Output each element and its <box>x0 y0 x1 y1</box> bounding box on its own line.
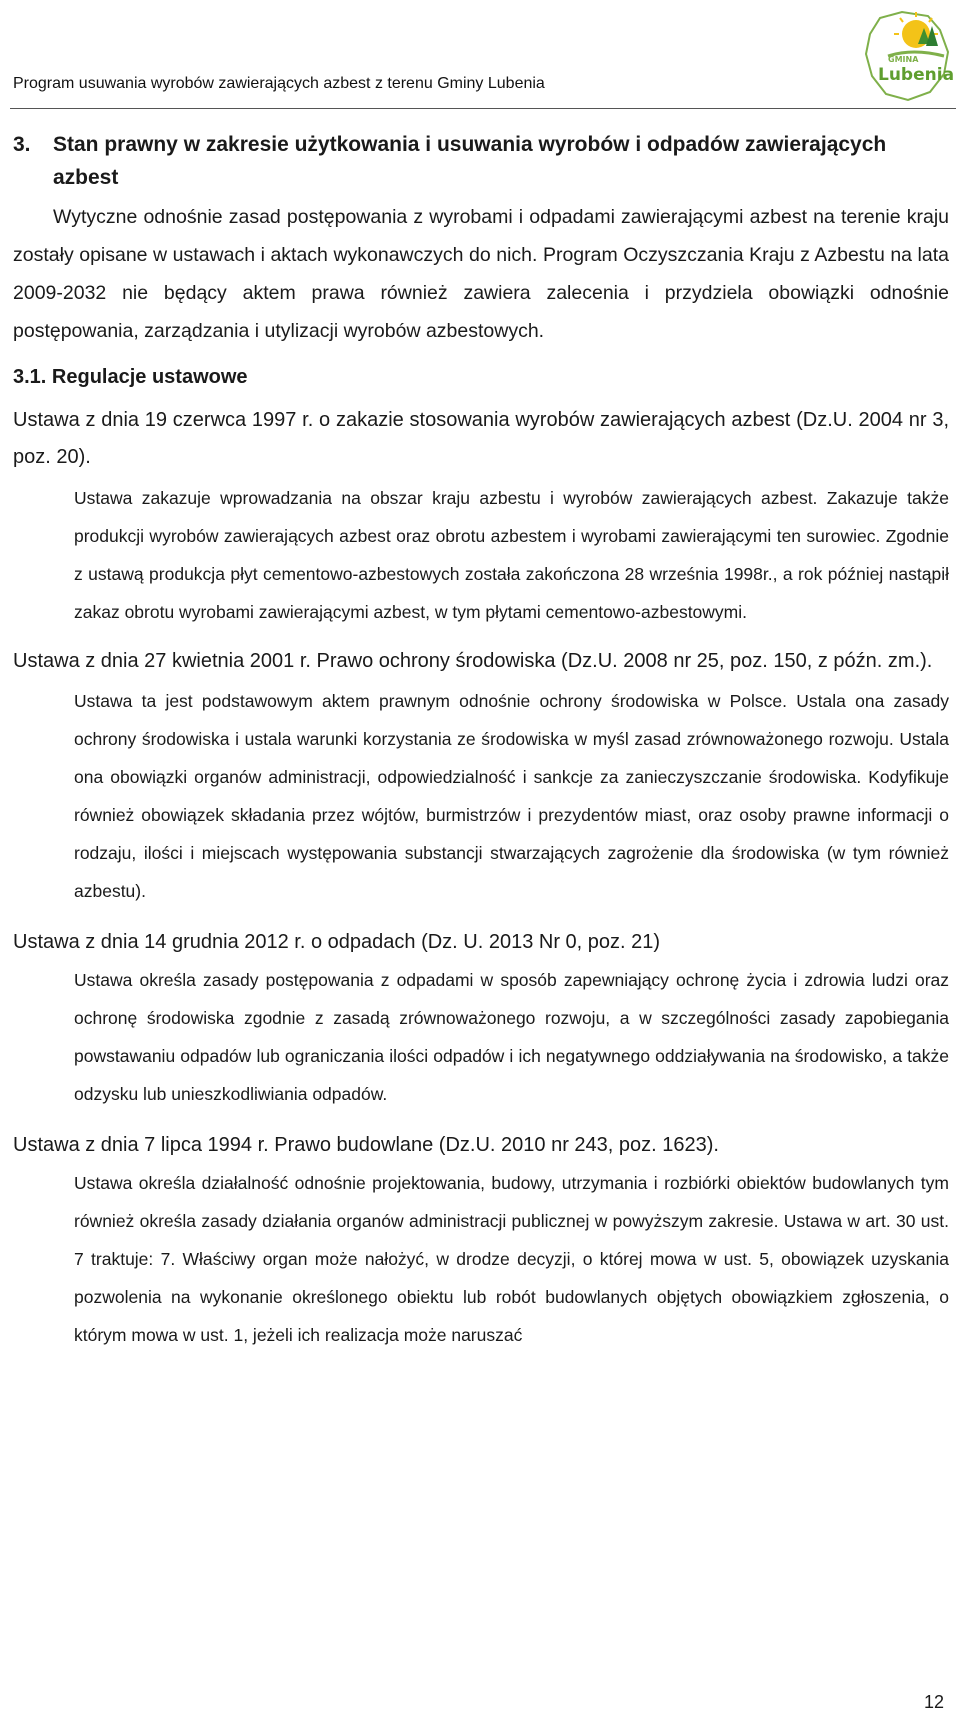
law-title: Ustawa z dnia 19 czerwca 1997 r. o zakazie stosowania wyrobów zawierających azbest (Dz.U. 2004 nr 3, poz. 20). <box>13 409 949 468</box>
document-body <box>13 128 949 1354</box>
law-description: Ustawa określa zasady postępowania z odpadami w sposób zapewniający ochronę życia i zdrowia ludzi oraz ochronę środowiska zgodnie z zasadą zrównoważonego rozwoju, a w szczególności zasady zapobiegania powstawaniu odpadów lub ograniczania ilości odpadów i ich negatywnego oddziaływania na środowisko, a także odzysku lub unieszkodliwiania odpadów. <box>74 970 949 1104</box>
logo-name-text: Lubenia <box>878 65 955 85</box>
section-title: Stan prawny w zakresie użytkowania i usuwania wyrobów i odpadów zawierających azbest <box>53 133 887 189</box>
header-title: Program usuwania wyrobów zawierających azbest z terenu Gminy Lubenia <box>13 75 545 92</box>
section-heading <box>13 128 949 194</box>
header-divider <box>10 108 956 109</box>
law-description: Ustawa określa działalność odnośnie projektowania, budowy, utrzymania i rozbiórki obiektów budowlanych tym również określa zasady działania organów administracji publicznej w powyższym zakresie. Ustawa w art. 30 ust. 7 traktuje: 7. Właściwy organ może nałożyć, w drodze decyzji, o której mowa w ust. 5, obowiązek uzyskania pozwolenia na wykonanie określonego obiektu lub robót budowlanych objętych obowiązkiem zgłoszenia, o którym mowa w ust. 1, jeżeli ich realizacja może naruszać <box>74 1173 949 1345</box>
law-description: Ustawa zakazuje wprowadzania na obszar kraju azbestu i wyrobów zawierających azbest. Zakazuje także produkcji wyrobów zawierających azbest oraz obrotu azbestem i wyrobami zawierającymi ten surowiec. Zgodnie z ustawą produkcja płyt cementowo-azbestowych została zakończona 28 września 1998r., a rok później nastąpił zakaz obrotu wyrobami zawierającymi azbest, w tym płytami cementowo-azbestowymi. <box>74 488 949 622</box>
logo-small-text: GMINA <box>888 55 919 64</box>
intro-text: Wytyczne odnośnie zasad postępowania z wyrobami i odpadami zawierającymi azbest na terenie kraju zostały opisane w ustawach i aktach wykonawczych do nich. Program Oczyszczania Kraju z Azbestu na lata 2009-2032 nie będący aktem prawa również zawiera zalecenia i przydziela obowiązki odnośnie postępowania, zarządzania i utylizacji wyrobów azbestowych. <box>13 206 949 342</box>
law-entry <box>13 643 949 910</box>
law-description: Ustawa ta jest podstawowym aktem prawnym odnośnie ochrony środowiska w Polsce. Ustala ona zasady ochrony środowiska i ustala warunki korzystania ze środowiska w myśl zasad zrównoważonego rozwoju. Ustala ona obowiązki organów administracji, odpowiedzialność i sankcje za zanieczyszczanie środowiska. Kodyfikuje również obowiązek składania przez wójtów, burmistrzów i prezydentów miast, oraz osoby prawne informacji o rodzaju, ilości i miejscach występowania substancji stwarzających zagrożenie dla środowiska (w tym również azbestu). <box>74 691 949 901</box>
page-number: 12 <box>924 1692 945 1712</box>
law-entry <box>13 924 949 1113</box>
law-entry <box>13 1127 949 1354</box>
subsection-heading: 3.1. Regulacje ustawowe <box>13 366 248 388</box>
law-entry <box>13 402 949 631</box>
law-title: Ustawa z dnia 7 lipca 1994 r. Prawo budowlane (Dz.U. 2010 nr 243, poz. 1623). <box>13 1134 719 1156</box>
law-title: Ustawa z dnia 14 grudnia 2012 r. o odpadach (Dz. U. 2013 Nr 0, poz. 21) <box>13 931 661 953</box>
gmina-lubenia-logo <box>858 4 958 104</box>
section-number: 3. <box>13 133 31 156</box>
law-title: Ustawa z dnia 27 kwietnia 2001 r. Prawo ochrony środowiska (Dz.U. 2008 nr 25, poz. 150, z późn. zm.). <box>13 650 933 672</box>
page-header <box>0 0 960 111</box>
intro-paragraph <box>13 198 949 350</box>
